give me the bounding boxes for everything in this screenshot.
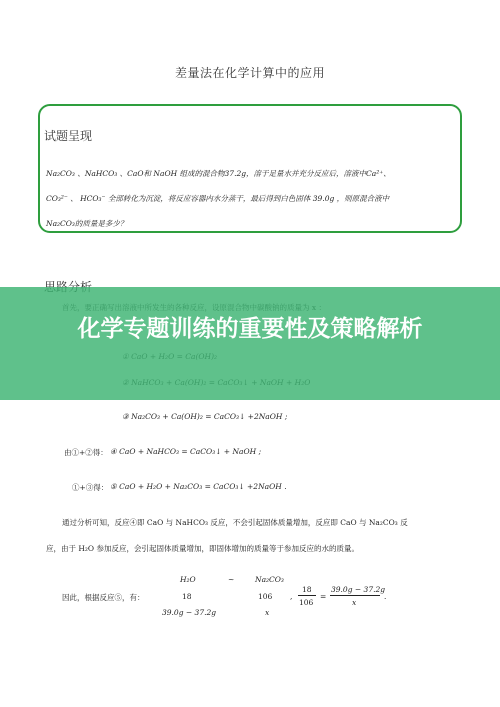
calc-h2o: H₂O	[180, 575, 196, 584]
frac-separator: ,	[290, 592, 293, 601]
equation-5-prefix: ①+③得：	[72, 483, 109, 492]
explanation-line-1: 通过分析可知，反应④即 CaO 与 NaHCO₃ 反应，不会引起固体质量增加，反应即 CaO 与 Na₂CO₃ 反	[62, 518, 408, 527]
calc-x: x	[265, 608, 270, 617]
fraction-equals: =	[320, 592, 327, 601]
calc-18: 18	[182, 592, 192, 601]
calc-106: 106	[258, 592, 273, 601]
document-title: 差量法在化学计算中的应用	[174, 66, 325, 80]
calc-mass-diff: 39.0g − 37.2g	[162, 608, 217, 617]
calc-tilde: ~	[228, 575, 235, 584]
fraction-1-line	[298, 595, 316, 596]
banner-title: 化学专题训练的重要性及策略解析	[77, 316, 423, 342]
explanation-line-2: 应，由于 H₂O 参加反应，会引起固体质量增加，即固体增加的质量等于参加反应的水的质量。	[46, 544, 359, 553]
fraction-2-line	[330, 595, 380, 596]
problem-line-3: Na₂CO₃的质量是多少？	[46, 219, 128, 228]
fraction-2-denominator: x	[352, 598, 357, 607]
equation-3: ③ Na₂CO₃ + Ca(OH)₂ = CaCO₃↓ +2NaOH ;	[122, 412, 288, 421]
fraction-end: .	[384, 592, 387, 601]
problem-line-1: Na₂CO₃ 、NaHCO₃ 、CaO和 NaOH 组成的混合物37.2g，溶于足量水并充分反应后，溶液中Ca²⁺、	[46, 169, 391, 178]
problem-line-2: CO₃²⁻ 、 HCO₃⁻ 全部转化为沉淀，将反应容器内水分蒸干，最后得到白色固体 39.0g ，则原混合液中	[46, 194, 390, 203]
equation-5: ⑤ CaO + H₂O + Na₂CO₃ = CaCO₃↓ +2NaOH .	[110, 482, 287, 491]
fraction-2-numerator: 39.0g − 37.2g	[331, 585, 386, 594]
equation-4: ④ CaO + NaHCO₃ = CaCO₃↓ + NaOH ;	[110, 447, 262, 456]
fraction-1-denominator: 106	[299, 598, 314, 607]
calc-prefix: 因此，根据反应⑤，有：	[62, 593, 145, 602]
fraction-1-numerator: 18	[302, 585, 312, 594]
problem-heading: 试题呈现	[44, 129, 93, 143]
equation-4-prefix: 由①+②得：	[64, 448, 108, 457]
calc-na2co3: Na₂CO₃	[255, 575, 284, 584]
